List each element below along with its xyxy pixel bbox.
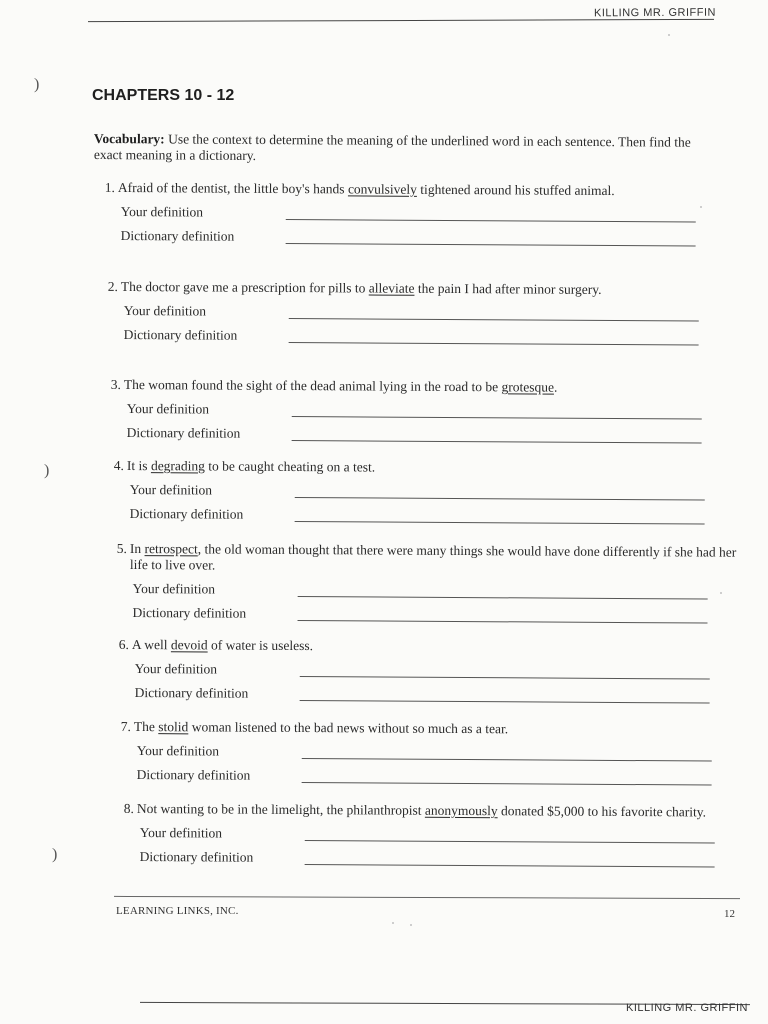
sentence-text: the pain I had after minor surgery. xyxy=(414,280,602,297)
sentence-text: to be caught cheating on a test. xyxy=(204,458,376,475)
dictionary-definition-label: Dictionary definition xyxy=(132,605,247,621)
sentence-text: tightened around his stuffed animal. xyxy=(416,181,615,199)
item-sentence xyxy=(127,458,737,478)
sentence-text: A well xyxy=(131,637,171,653)
item-sentence xyxy=(137,801,747,821)
dictionary-definition-label: Dictionary definition xyxy=(123,327,238,343)
item-number: 8. xyxy=(123,800,135,816)
running-head: KILLING MR. GRIFFIN xyxy=(594,6,717,20)
dictionary-definition-row xyxy=(129,602,739,630)
dictionary-definition-blank[interactable] xyxy=(298,620,708,624)
sentence-text: , the old woman thought that there were many things she would have done differently if she had her life to live over. xyxy=(129,541,737,573)
your-definition-blank[interactable] xyxy=(286,219,696,223)
vocabulary-item xyxy=(120,718,744,792)
dictionary-definition-blank[interactable] xyxy=(300,700,710,704)
scan-speck xyxy=(668,34,670,36)
scan-speck xyxy=(392,922,394,924)
item-sentence xyxy=(134,719,744,739)
dictionary-definition-row xyxy=(124,422,734,450)
sentence-text: It is xyxy=(126,458,152,474)
your-definition-label: Your definition xyxy=(129,482,213,498)
vocabulary-word: retrospect xyxy=(144,541,198,557)
instructions-text: Use the context to determine the meaning of the underlined word in each sentence. Then find the exact meaning in a dictionary. xyxy=(93,131,691,163)
item-sentence xyxy=(121,279,731,299)
sentence-text: . xyxy=(553,379,558,395)
vocabulary-item xyxy=(123,800,747,874)
item-number: 4. xyxy=(113,457,125,473)
dictionary-definition-label: Dictionary definition xyxy=(126,425,241,441)
dictionary-definition-blank[interactable] xyxy=(302,782,712,786)
vocabulary-word: stolid xyxy=(158,719,189,735)
dictionary-definition-blank[interactable] xyxy=(286,243,696,247)
page-number: 12 xyxy=(724,908,735,920)
sentence-text: donated $5,000 to his favorite charity. xyxy=(497,803,707,820)
dictionary-definition-row xyxy=(118,225,728,253)
your-definition-blank[interactable] xyxy=(292,416,702,420)
your-definition-label: Your definition xyxy=(120,204,204,220)
binding-hole-mark: ) xyxy=(44,462,50,479)
vocabulary-item xyxy=(107,278,731,352)
dictionary-definition-label: Dictionary definition xyxy=(134,685,249,701)
vocabulary-item xyxy=(116,540,740,630)
dictionary-definition-row xyxy=(134,764,744,792)
dictionary-definition-label: Dictionary definition xyxy=(120,228,235,244)
your-definition-label: Your definition xyxy=(134,661,218,677)
item-number: 7. xyxy=(120,718,132,734)
scan-speck xyxy=(720,592,722,594)
your-definition-blank[interactable] xyxy=(298,596,708,600)
vocabulary-word: devoid xyxy=(170,637,208,653)
dictionary-definition-label: Dictionary definition xyxy=(136,767,251,783)
vocabulary-word: convulsively xyxy=(347,181,418,197)
vocabulary-word: alleviate xyxy=(368,280,415,296)
vocabulary-item xyxy=(118,636,742,710)
dictionary-definition-blank[interactable] xyxy=(289,342,699,346)
your-definition-label: Your definition xyxy=(126,401,210,417)
dictionary-definition-label: Dictionary definition xyxy=(129,506,244,522)
vocabulary-item xyxy=(104,179,728,253)
sentence-text: In xyxy=(129,541,145,557)
dictionary-definition-row xyxy=(137,846,747,874)
your-definition-label: Your definition xyxy=(132,581,216,597)
dictionary-definition-blank[interactable] xyxy=(292,440,702,444)
vocabulary-item xyxy=(110,376,734,450)
next-page-running-head: KILLING MR. GRIFFIN xyxy=(626,1002,748,1014)
scan-speck xyxy=(410,924,412,926)
dictionary-definition-blank[interactable] xyxy=(295,521,705,525)
item-number: 2. xyxy=(107,278,119,294)
item-sentence xyxy=(118,180,728,200)
your-definition-label: Your definition xyxy=(139,825,223,841)
scan-speck xyxy=(700,206,702,208)
binding-hole-mark: ) xyxy=(52,846,58,863)
your-definition-label: Your definition xyxy=(123,303,207,319)
your-definition-label: Your definition xyxy=(136,743,220,759)
item-sentence xyxy=(130,541,740,577)
vocabulary-word: degrading xyxy=(150,458,205,474)
your-definition-blank[interactable] xyxy=(302,758,712,762)
vocabulary-word: anonymously xyxy=(424,802,498,819)
sentence-text: The xyxy=(133,719,159,735)
sentence-text: Not wanting to be in the limelight, the philanthropist xyxy=(136,801,425,818)
sentence-text: of water is useless. xyxy=(207,637,314,654)
dictionary-definition-row xyxy=(121,324,731,352)
binding-hole-mark: ) xyxy=(34,76,40,93)
chapter-title: CHAPTERS 10 - 12 xyxy=(92,87,235,104)
sentence-text: The woman found the sight of the dead animal lying in the road to be xyxy=(123,377,502,395)
sentence-text: woman listened to the bad news without so much as a tear. xyxy=(188,719,509,737)
your-definition-blank[interactable] xyxy=(289,318,699,322)
your-definition-blank[interactable] xyxy=(300,676,710,680)
item-sentence xyxy=(124,377,734,397)
sentence-text: The doctor gave me a prescription for pills to xyxy=(120,279,369,296)
your-definition-blank[interactable] xyxy=(295,497,705,501)
dictionary-definition-label: Dictionary definition xyxy=(139,849,254,865)
item-number: 6. xyxy=(118,636,130,652)
item-sentence xyxy=(132,637,742,657)
item-number: 5. xyxy=(116,540,128,556)
sentence-text: Afraid of the dentist, the little boy's hands xyxy=(117,180,349,197)
item-number: 3. xyxy=(110,376,122,392)
vocabulary-item xyxy=(113,457,737,531)
your-definition-blank[interactable] xyxy=(305,840,715,844)
item-number: 1. xyxy=(104,179,116,195)
vocabulary-label: Vocabulary: xyxy=(93,131,165,147)
dictionary-definition-row xyxy=(127,503,737,531)
vocabulary-word: grotesque xyxy=(501,379,555,395)
publisher-name: LEARNING LINKS, INC. xyxy=(116,905,239,917)
dictionary-definition-row xyxy=(132,682,742,710)
dictionary-definition-blank[interactable] xyxy=(305,864,715,868)
